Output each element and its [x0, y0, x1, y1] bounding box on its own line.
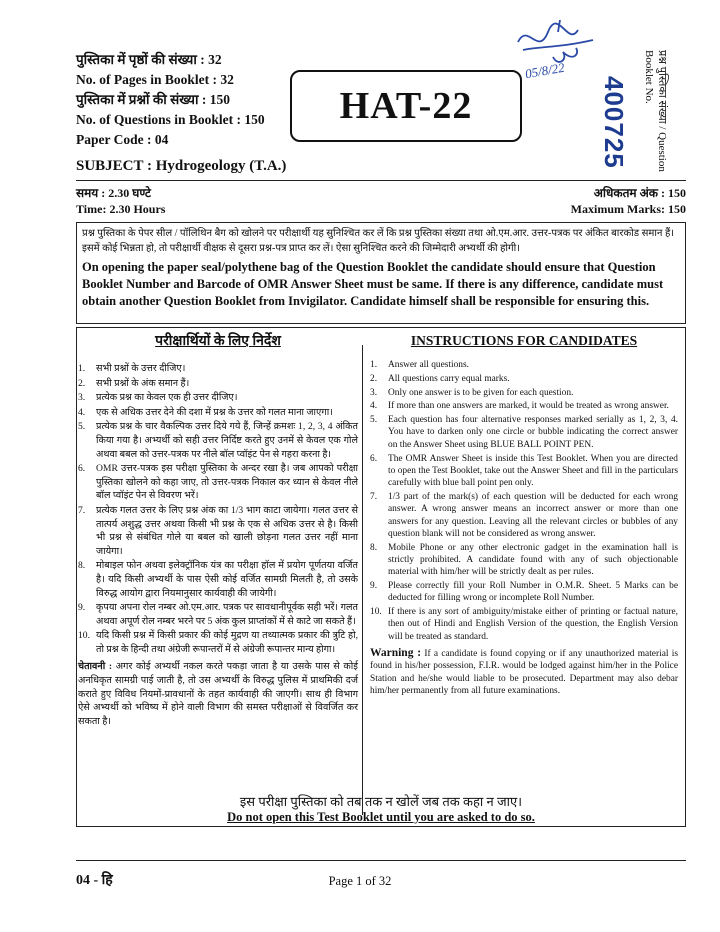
instruction-number: 3. [78, 392, 86, 404]
instruction-text: The OMR Answer Sheet is inside this Test Booklet. When you are directed to open the Test Booklet, take out the Answer Sheet and fill in the particulars carefully with blue ball point pen only. [388, 453, 678, 489]
instruction-text: All questions carry equal marks. [388, 373, 510, 384]
heading-hi: परीक्षार्थियों के लिए निर्देश [155, 334, 281, 349]
instruction-text: Mobile Phone or any other electronic gadget in the examination hall is strictly prohibited. A candidate found with any of such objectionable material with him/her will be strictly dealt as per rules. [388, 542, 678, 578]
instruction-number: 5. [78, 421, 86, 433]
exam-code-box: HAT-22 [290, 70, 522, 142]
hi-instruction-1 [78, 362, 358, 376]
booklet-number-label: प्रश्न पुस्तिका संख्या / Question Booklet No. [643, 50, 668, 172]
instruction-text: एक से अधिक उत्तर देने की दशा में प्रश्न के उत्तर को गलत माना जाएगा। [96, 406, 333, 418]
instruction-number: 10. [78, 630, 90, 642]
hi-instruction-3 [78, 391, 358, 405]
instruction-text: कृपया अपना रोल नम्बर ओ.एम.आर. पत्रक पर सावधानीपूर्वक सही भरें। गलत अथवा अपूर्ण रोल नम्बर भरने पर 5 अंक कुल प्राप्तांकों में से काटे जा सकते हैं। [96, 602, 358, 627]
booklet-serial-number: 400725 [599, 76, 629, 169]
hi-instruction-9 [78, 601, 358, 628]
do-not-open-hi: इस परीक्षा पुस्तिका को तब तक न खोलें जब तक कहा न जाए। [239, 794, 523, 809]
invigilator-signature [498, 12, 608, 92]
instruction-number: 6. [370, 453, 378, 464]
subject: SUBJECT : Hydrogeology (T.A.) [76, 158, 287, 174]
page-number: Page 1 of 32 [328, 874, 392, 888]
instruction-number: 1. [370, 360, 378, 370]
hi-instruction-2 [78, 377, 358, 391]
instruction-number: 7. [78, 504, 86, 516]
heading-en: INSTRUCTIONS FOR CANDIDATES [410, 333, 638, 348]
booklet-check-notice [76, 222, 686, 324]
instruction-number: 3. [370, 387, 378, 398]
hi-instruction-6 [78, 462, 358, 503]
instruction-text: OMR उत्तर-पत्रक इस परीक्षा पुस्तिका के अन्दर रखा है। जब आपको परीक्षा पुस्तिका खोलने को कहा जाए, तो उत्तर-पत्रक निकाल कर ध्यान से केवल नीले बॉल प्वॉइंट पेन से विवरण भरें। [96, 463, 358, 502]
hi-instruction-5 [78, 420, 358, 461]
instruction-text: Please correctly fill your Roll Number in O.M.R. Sheet. 5 Marks can be deducted for filling wrong or incomplete Roll Number. [388, 581, 678, 604]
pages-hi: पुस्तिका में पृष्ठों की संख्या : 32 [76, 52, 222, 67]
time-hi: समय : 2.30 घण्टे [76, 186, 151, 200]
booklet-info [76, 50, 265, 150]
time-en: Time: 2.30 Hours [76, 202, 166, 216]
en-instruction-2 [370, 373, 678, 385]
instruction-number: 10. [370, 607, 382, 618]
do-not-open-en: Do not open this Test Booklet until you are asked to do so. [227, 810, 535, 824]
en-instruction-4 [370, 400, 678, 412]
instruction-text: Only one answer is to be given for each question. [388, 387, 574, 398]
instruction-number: 4. [78, 406, 86, 418]
warning-hi: चेतावनी : अगर कोई अभ्यर्थी नकल करते पकड़ा जाता है या उसके पास से कोई अनधिकृत सामग्री पाई जाती है, तो उस अभ्यर्थी के विरुद्ध पुलिस में प्राथमिकी दर्ज कराते हुए विविध नियमों-प्रावधानों के तहत कार्यवाही की जाएगी। साथ ही विभाग ऐसे अभ्यर्थी को भविष्य में होने वाली विभाग की समस्त परीक्षाओं से विवर्जित कर सकता है। [78, 661, 358, 727]
instruction-text: 1/3 part of the mark(s) of each question will be deducted for each wrong answer. A wrong answer means an incorrect answer or more than one answers for any question. Leaving all the relevant circles or bubbles of any question blank will not be considered as wrong answer. [388, 491, 678, 539]
hi-instruction-list [78, 362, 358, 656]
instruction-number: 7. [370, 491, 378, 502]
en-instruction-5 [370, 414, 678, 451]
marks-hi: अधिकतम अंक : 150 [593, 186, 686, 200]
instructions-en [370, 333, 678, 697]
instruction-number: 1. [78, 363, 86, 374]
footer-code: 04 - हि [76, 873, 113, 888]
hi-instruction-10 [78, 629, 358, 656]
instruction-text: सभी प्रश्नों के उत्तर दीजिए। [96, 363, 186, 374]
en-instruction-3 [370, 387, 678, 399]
instruction-number: 2. [78, 377, 86, 389]
instruction-text: If more than one answers are marked, it would be treated as wrong answer. [388, 401, 669, 412]
marks-en: Maximum Marks: 150 [570, 202, 686, 216]
signature-date: 05/8/22 [523, 59, 566, 82]
instruction-text: सभी प्रश्नों के अंक समान हैं। [96, 377, 190, 389]
instruction-number: 8. [78, 560, 86, 572]
instruction-number: 8. [370, 542, 378, 553]
column-divider [362, 345, 363, 815]
instruction-text: प्रत्येक प्रश्न का केवल एक ही उत्तर दीजिए। [96, 392, 238, 404]
questions-hi: पुस्तिका में प्रश्नों की संख्या : 150 [76, 92, 230, 107]
en-instruction-list [370, 359, 678, 643]
en-instruction-7 [370, 491, 678, 540]
warning-en: Warning : If a candidate is found copying or if any unauthorized material is found in his/her possession, F.I.R. would be lodged against him/her in the Police Station and he/she would liable to be prosecuted. Department may also debar him/her permanently from all future examinations. [370, 647, 678, 696]
instruction-text: प्रत्येक प्रश्न के चार वैकल्पिक उत्तर दिये गये हैं, जिन्हें क्रमशः 1, 2, 3, 4 अंकित किया गया है। अभ्यर्थी को सही उत्तर निर्दिष्ट करते हुए उनमें से केवल एक गोले अथवा बबल को उत्तर-पत्रक पर नीले बॉल प्वॉइंट पेन से गहरा करना है। [96, 421, 358, 460]
instruction-text: If there is any sort of ambiguity/mistake either of printing or factual nature, then out of Hindi and English Version of the question, the English Version will be treated as standard. [388, 607, 678, 642]
en-instruction-9 [370, 580, 678, 605]
instruction-number: 9. [370, 581, 378, 592]
instruction-number: 4. [370, 401, 378, 412]
instruction-text: Each question has four alternative responses marked serially as 1, 2, 3, 4. You have to darken only one circle or bubble indicating the correct answer on the Answer Sheet using BLUE BALL POINT PEN. [388, 415, 678, 450]
instruction-text: प्रत्येक गलत उत्तर के लिए प्रश्न अंक का 1/3 भाग काटा जायेगा। गलत उत्तर से तात्पर्य अशुद्ध उत्तर अथवा किसी भी प्रश्न के एक से अधिक उत्तर से है। किसी भी प्रश्न से संबंधित गोले या बबल को खाली छोड़ना गलत उत्तर नहीं माना जायेगा। [96, 504, 358, 557]
instruction-text: Answer all questions. [388, 360, 469, 370]
instruction-number: 9. [78, 602, 86, 614]
en-instruction-6 [370, 453, 678, 490]
notice-en: On opening the paper seal/polythene bag of the Question Booklet the candidate should ensure that Question Booklet Number and Barcode of OMR Answer Sheet must be same. If there is any difference, candidate must obtain another Question Booklet from Invigilator. Candidate himself shall be responsible for ensuring this. [82, 260, 664, 308]
instruction-number: 2. [370, 373, 378, 384]
hi-instruction-7 [78, 504, 358, 558]
instruction-text: मोबाइल फोन अथवा इलेक्ट्रॉनिक यंत्र का परीक्षा हॉल में प्रयोग पूर्णतया वर्जित है। यदि किसी अभ्यर्थी के पास ऐसी कोई वर्जित सामग्री मिलती है, तो उसके विरुद्ध आयोग द्वारा नियमानुसार कार्यवाही की जायेगी। [96, 560, 358, 599]
hi-instruction-8 [78, 559, 358, 600]
en-instruction-10 [370, 606, 678, 643]
en-instruction-1 [370, 359, 678, 371]
hi-instruction-4 [78, 406, 358, 420]
en-instruction-8 [370, 542, 678, 579]
instructions-hi [78, 331, 358, 728]
instruction-text: यदि किसी प्रश्न में किसी प्रकार की कोई मुद्रण या तथ्यात्मक प्रकार की त्रुटि हो, तो प्रश्न के हिन्दी तथा अंग्रेजी रूपान्तरों में से अंग्रेजी रूपान्तर मान्य होगा। [96, 630, 358, 655]
instruction-number: 6. [78, 463, 86, 475]
questions-en: No. of Questions in Booklet : 150 [76, 112, 265, 127]
paper-code: Paper Code : 04 [76, 132, 169, 147]
instruction-number: 5. [370, 415, 378, 426]
pages-en: No. of Pages in Booklet : 32 [76, 72, 234, 87]
footer-rule [76, 860, 686, 861]
subject-rule [76, 180, 686, 181]
notice-hi: प्रश्न पुस्तिका के पेपर सील / पॉलिथिन बैग को खोलने पर परीक्षार्थी यह सुनिश्चित कर लें कि प्रश्न पुस्तिका संख्या तथा ओ.एम.आर. उत्तर-पत्रक पर अंकित बारकोड समान हैं। इसमें कोई भिन्नता हो, तो परीक्षार्थी वीक्षक से दूसरा प्रश्न-पत्र प्राप्त कर लें। ऐसा सुनिश्चित करने की जिम्मेदारी अभ्यर्थी की होगी। [82, 228, 675, 254]
